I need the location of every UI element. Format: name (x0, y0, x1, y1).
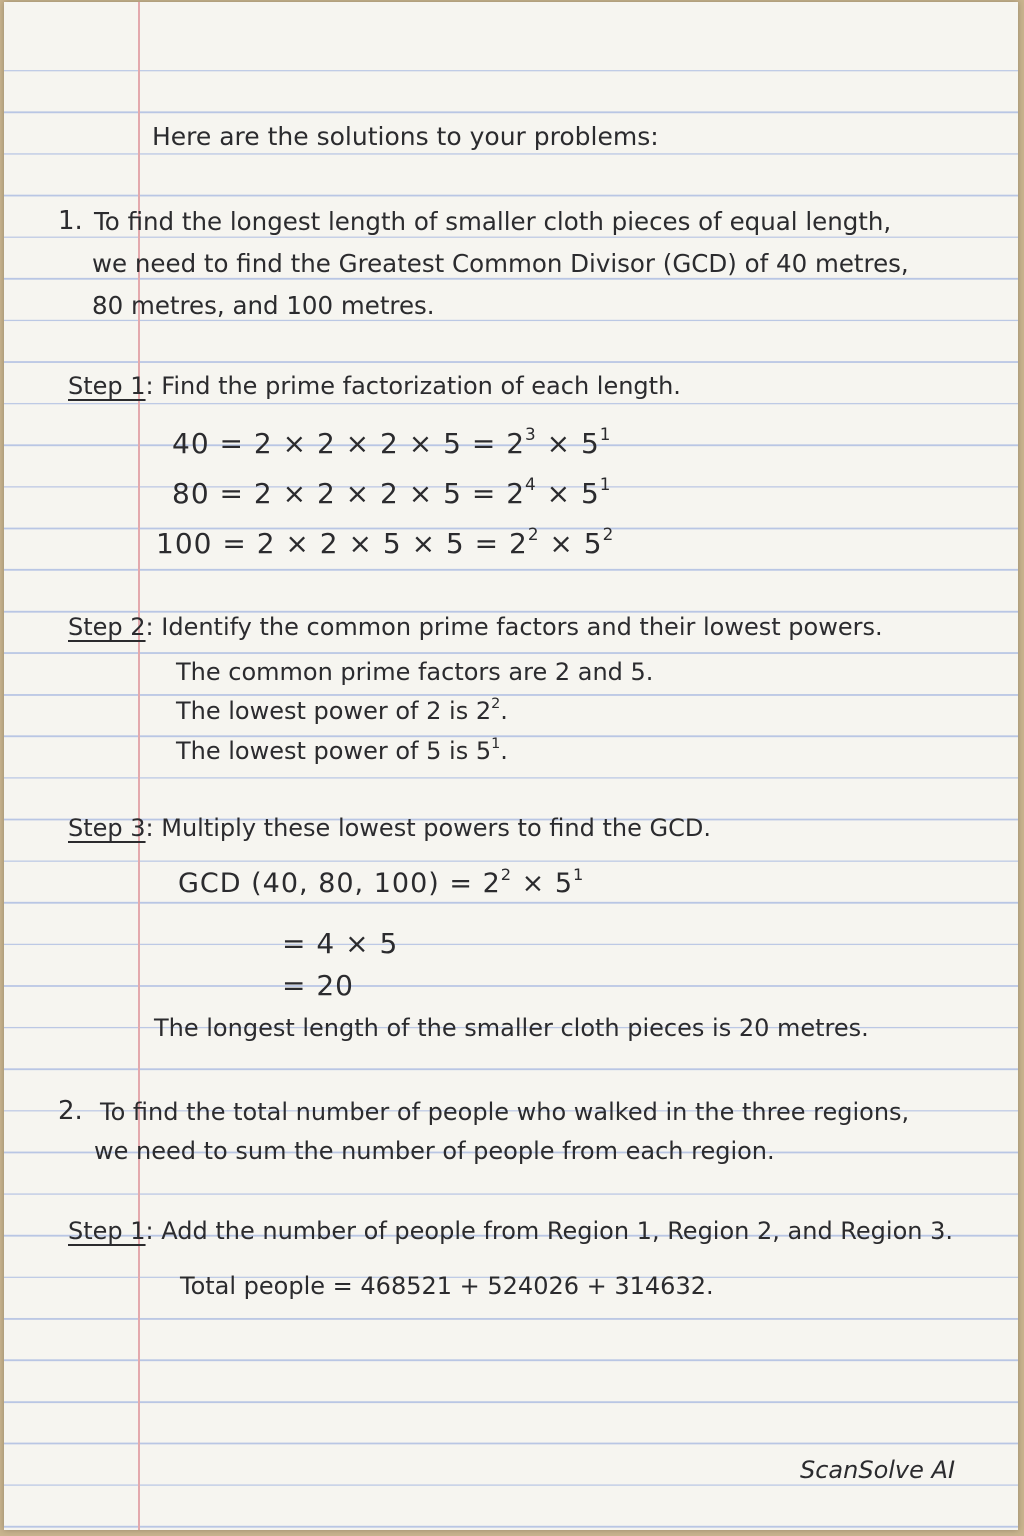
p1-step-2-label: Step 2 (68, 613, 146, 641)
p1-step-2-line-3: The lowest power of 5 is $5^1$. (176, 736, 508, 765)
footer-brand: ScanSolve AI (800, 1456, 956, 1484)
p1-step-1-eq-100: $100 = 2 \times 2 \times 5 \times 5 = 2^2 \times 5^2$ (156, 524, 615, 560)
p1-step-3-eq-line-2: = 4 × 5 (282, 927, 399, 960)
p1-step-1-eq-80: $80 = 2 \times 2 \times 2 \times 5 = 2^4 \times 5^1$ (172, 474, 612, 510)
problem-1-line-2: we need to find the Greatest Common Divisor (GCD) of 40 metres, (92, 249, 909, 278)
p1-step-2-line-2: The lowest power of 2 is $2^2$. (176, 696, 508, 725)
p1-step-3-heading (68, 816, 711, 840)
p1-step-1-text: : Find the prime factorization of each length. (145, 372, 681, 400)
p2-step-1-heading (68, 1219, 953, 1243)
p1-step-1-eq-40: $40 = 2 \times 2 \times 2 \times 5 = 2^3 \times 5^1$ (172, 424, 612, 460)
p1-step-2-text: : Identify the common prime factors and their lowest powers. (145, 613, 883, 641)
p2-step-1-text: : Add the number of people from Region 1, Region 2, and Region 3. (145, 1217, 953, 1245)
notebook-page (4, 2, 1018, 1530)
problem-2-number: 2. (58, 1096, 83, 1126)
p1-step-2-heading (68, 615, 883, 639)
problem-1-line-3: 80 metres, and 100 metres. (92, 291, 435, 320)
p1-conclusion: The longest length of the smaller cloth pieces is 20 metres. (154, 1014, 869, 1042)
p2-total-people-eq: Total people = 468521 + 524026 + 314632. (180, 1272, 714, 1300)
problem-2-line-2: we need to sum the number of people from each region. (94, 1137, 775, 1165)
problem-1-number: 1. (58, 206, 83, 236)
p1-step-3-eq-line-3: = 20 (282, 969, 354, 1002)
p1-step-2-line-1: The common prime factors are 2 and 5. (176, 658, 654, 686)
p1-step-3-text: : Multiply these lowest powers to find the GCD. (145, 814, 711, 842)
problem-1-line-1: To find the longest length of smaller cloth pieces of equal length, (94, 207, 892, 236)
p1-step-3-label: Step 3 (68, 814, 146, 842)
p1-step-3-gcd-eq: GCD (40, 80, $100) = 2^2 \times 5^1$ (178, 864, 585, 899)
p1-step-1-label: Step 1 (68, 372, 146, 400)
problem-2-line-1: To find the total number of people who walked in the three regions, (100, 1098, 910, 1126)
p1-step-1-heading (68, 374, 681, 398)
intro-line: Here are the solutions to your problems: (152, 122, 659, 151)
p2-step-1-label: Step 1 (68, 1217, 146, 1245)
